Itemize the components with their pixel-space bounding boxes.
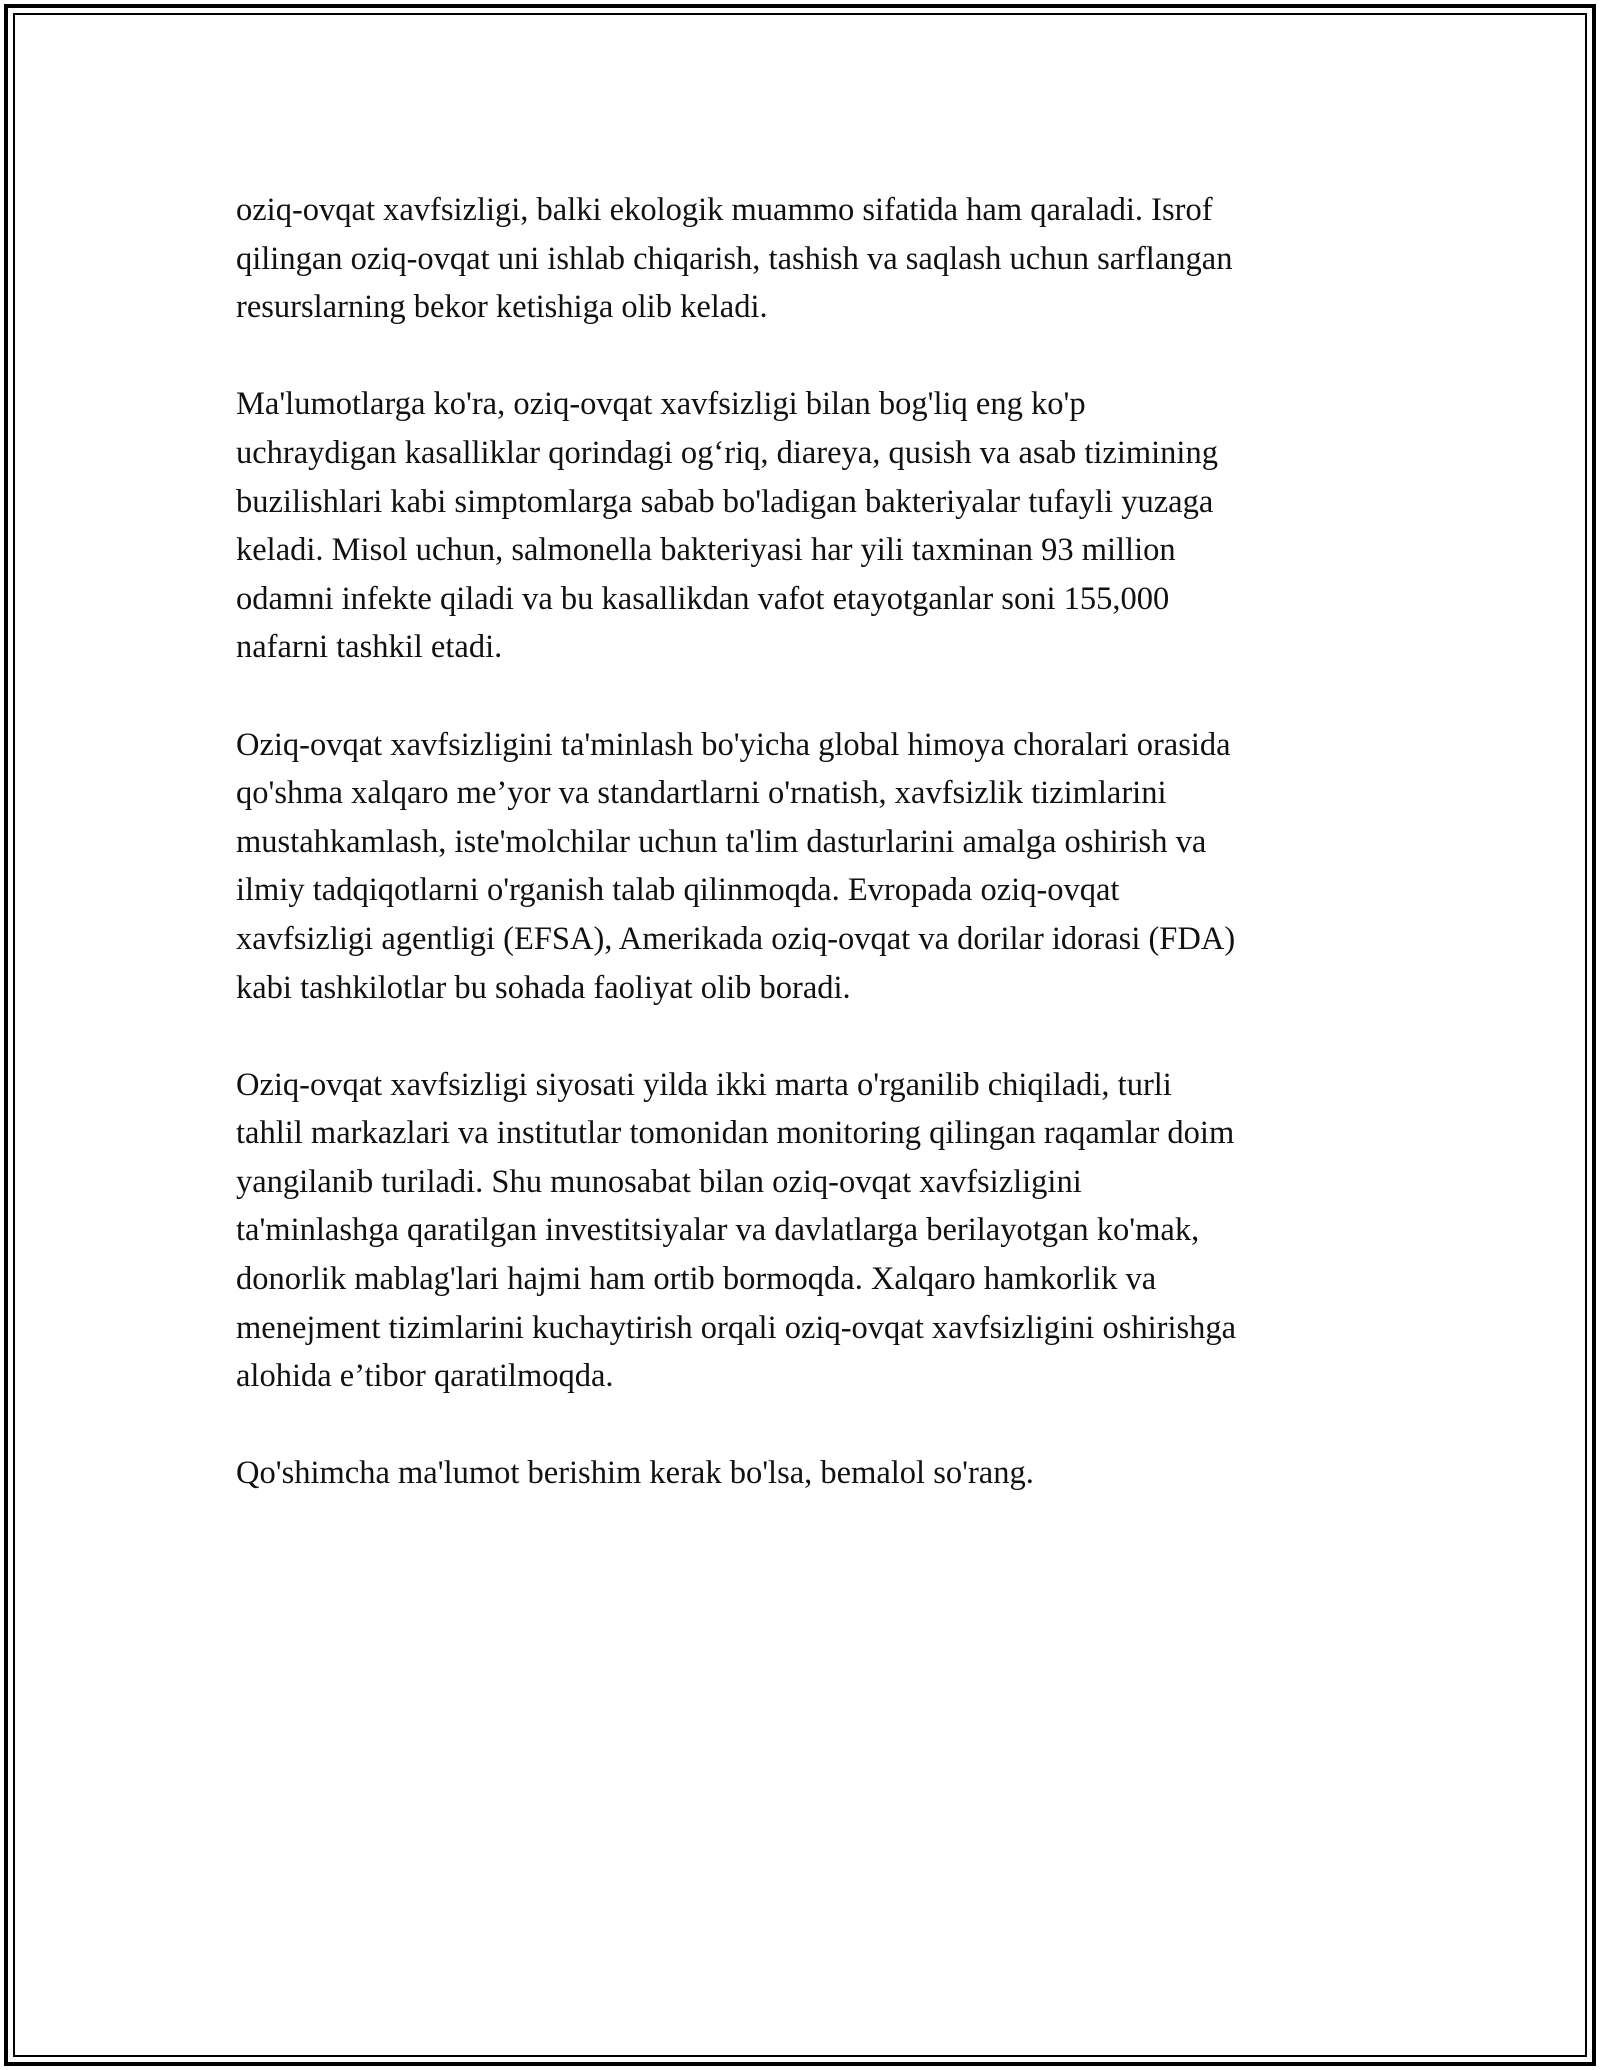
text-line: resurslarning bekor ketishiga olib keladi. <box>236 289 768 326</box>
text-line: tahlil markazlari va institutlar tomonidan monitoring qilingan raqamlar doim <box>236 1115 1235 1152</box>
text-line: xavfsizligi agentligi (EFSA), Amerikada oziq-ovqat va dorilar idorasi (FDA) <box>236 920 1236 957</box>
text-line: ilmiy tadqiqotlarni o'rganish talab qilinmoqda. Evropada oziq-ovqat <box>236 872 1120 909</box>
text-line: nafarni tashkil etadi. <box>236 629 503 666</box>
text-line: odamni infekte qiladi va bu kasallikdan vafot etayotganlar soni 155,000 <box>236 580 1170 617</box>
text-line: mustahkamlash, iste'molchilar uchun ta'lim dasturlarini amalga oshirish va <box>236 823 1207 860</box>
paragraph-2 <box>236 380 1376 672</box>
paragraph-5 <box>236 1449 1376 1498</box>
text-line: qilingan oziq-ovqat uni ishlab chiqarish, tashish va saqlash uchun sarflangan <box>236 240 1233 277</box>
text-line: kabi tashkilotlar bu sohada faoliyat olib boradi. <box>236 969 851 1006</box>
document-body <box>236 186 1376 1547</box>
text-line: keladi. Misol uchun, salmonella bakteriyasi har yili taxminan 93 million <box>236 532 1176 569</box>
text-line: alohida e’tibor qaratilmoqda. <box>236 1358 614 1395</box>
paragraph-3 <box>236 721 1376 1013</box>
text-line: buzilishlari kabi simptomlarga sabab bo'ladigan bakteriyalar tufayli yuzaga <box>236 483 1214 520</box>
text-line: menejment tizimlarini kuchaytirish orqali oziq-ovqat xavfsizligini oshirishga <box>236 1309 1237 1346</box>
text-line: yangilanib turiladi. Shu munosabat bilan oziq-ovqat xavfsizligini <box>236 1163 1082 1200</box>
text-line: qo'shma xalqaro me’yor va standartlarni o'rnatish, xavfsizlik tizimlarini <box>236 775 1167 812</box>
text-line: Ma'lumotlarga ko'ra, oziq-ovqat xavfsizligi bilan bog'liq eng ko'p <box>236 386 1086 423</box>
text-line: oziq-ovqat xavfsizligi, balki ekologik muammo sifatida ham qaraladi. Isrof <box>236 192 1213 228</box>
text-line: Oziq-ovqat xavfsizligi siyosati yilda ikki marta o'rganilib chiqiladi, turli <box>236 1066 1172 1103</box>
text-line: donorlik mablag'lari hajmi ham ortib bormoqda. Xalqaro hamkorlik va <box>236 1261 1157 1298</box>
text-line: Oziq-ovqat xavfsizligini ta'minlash bo'yicha global himoya choralari orasida <box>236 726 1231 763</box>
paragraph-1 <box>236 186 1376 332</box>
text-line: ta'minlashga qaratilgan investitsiyalar va davlatlarga berilayotgan ko'mak, <box>236 1212 1200 1249</box>
paragraph-4 <box>236 1061 1376 1401</box>
text-line: Qo'shimcha ma'lumot berishim kerak bo'lsa, bemalol so'rang. <box>236 1455 1034 1492</box>
text-line: uchraydigan kasalliklar qorindagi og‘riq, diareya, qusish va asab tizimining <box>236 434 1218 471</box>
